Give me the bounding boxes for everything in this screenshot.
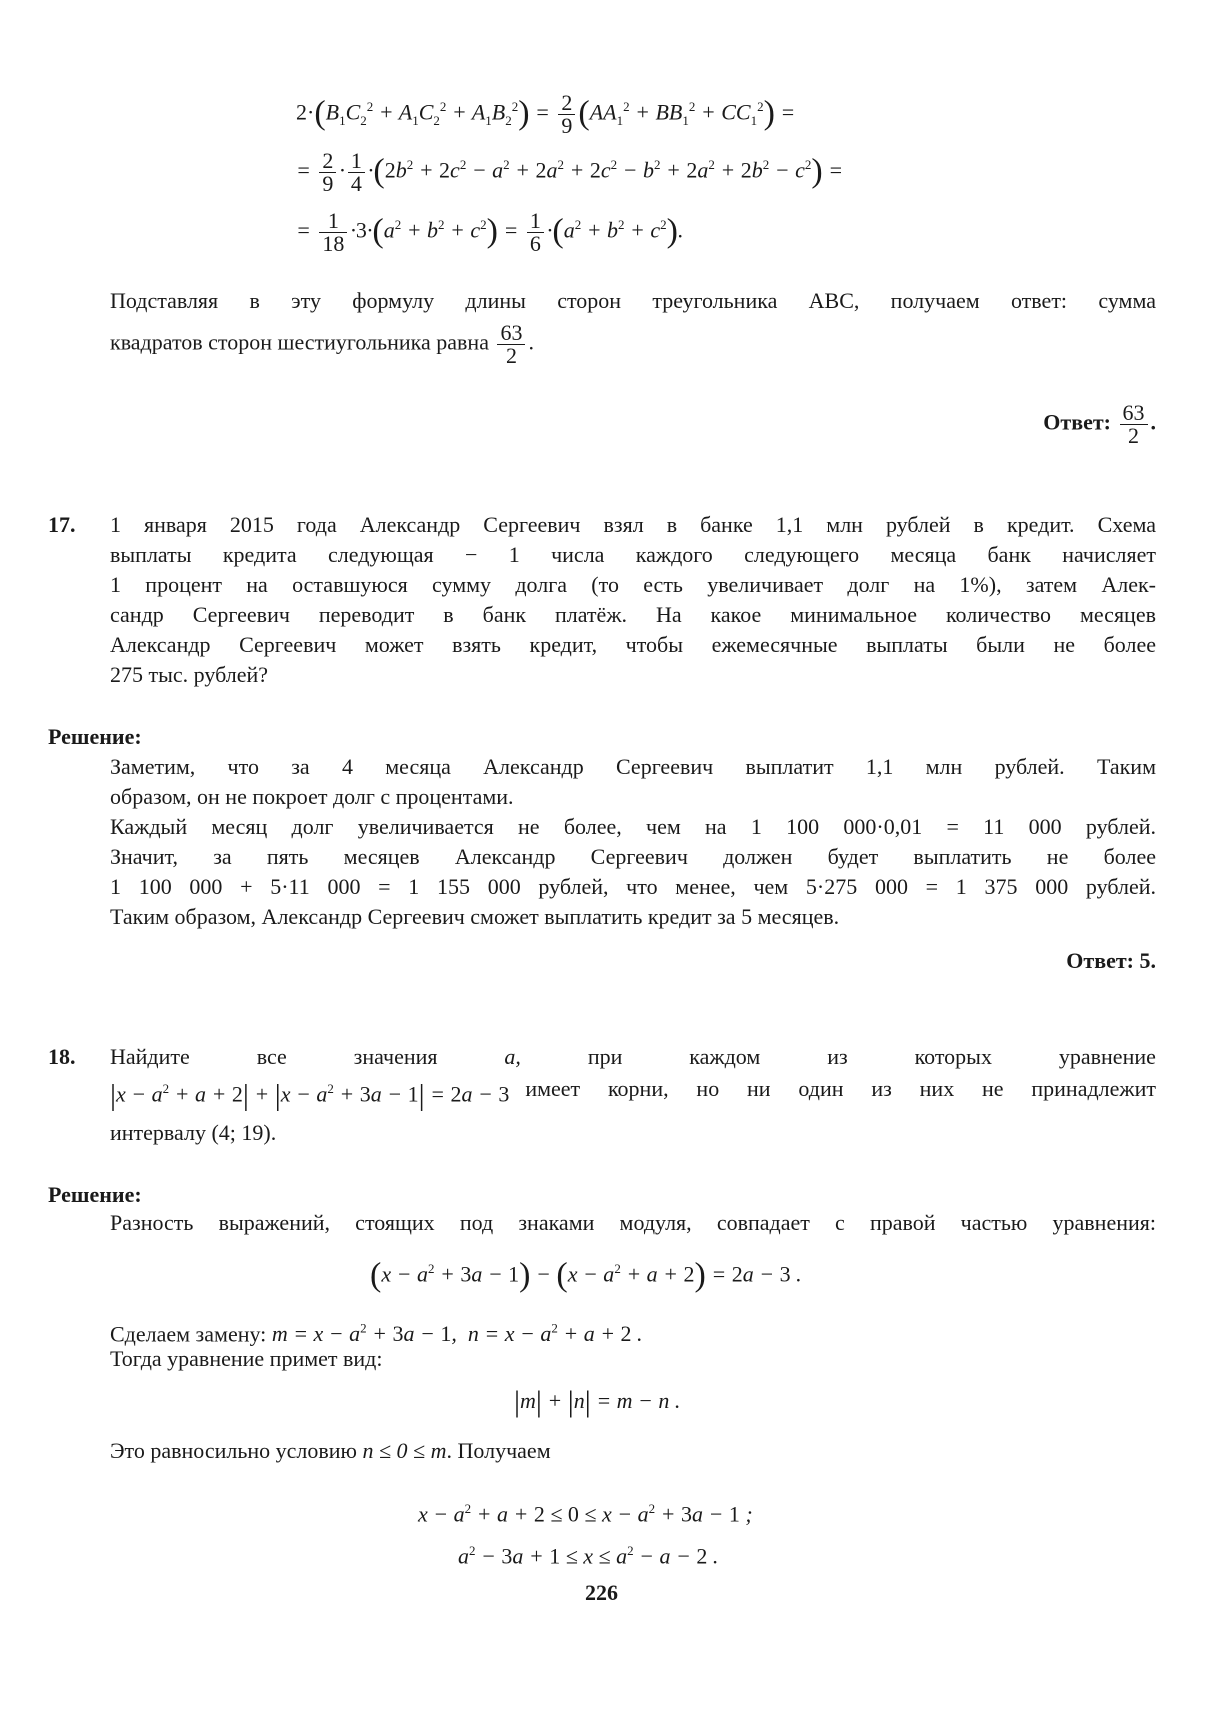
text-line: Таким образом, Александр Сергеевич сможет выплатить кредит за 5 месяцев. <box>110 904 840 929</box>
text-line: Тогда уравнение примет вид: <box>110 1346 383 1371</box>
task-number: 18. <box>48 1044 76 1069</box>
text-line: 1 процент на оставшуюся сумму долга (то есть увеличивает долг на 1%), затем Алек- <box>110 572 1156 597</box>
equation: $|x - a^2 + a + 2| + |x - a^2 + 3a - 1| = 2a - 3$ <box>110 1078 510 1112</box>
text-line: Александр Сергеевич может взять кредит, чтобы ежемесячные выплаты были не более <box>110 632 1156 657</box>
task-18-line-1: Найдите все значения a, при каждом из которых уравнение <box>110 1044 1156 1069</box>
text-line: образом, он не покроет долг с процентами. <box>110 784 514 809</box>
text-line: 1 января 2015 года Александр Сергеевич взял в банке 1,1 млн рублей в кредит. Схема <box>110 512 1156 537</box>
task-17-text <box>110 510 1156 690</box>
task-18-line-2: $|x - a^2 + a + 2| + |x - a^2 + 3a - 1| = 2a - 3$ имеет корни, но ни один из них не принадлежит <box>110 1076 1156 1112</box>
equation-line-1: $2\cdot(B_1C_2^2 + A_1C_2^2 + A_1B_2^2)$ = $\frac{2}{9}$ $(AA_1^2 + BB_1^2 + CC_1^2)$ = <box>296 90 796 138</box>
text-line: Сделаем замену: $m = x - a^2 + 3a - 1$, $n = x - a^2 + a + 2$ . <box>110 1321 643 1347</box>
equation: $x - a^2 + a + 2 \le 0 \le x - a^2 + 3a - 1$ ; <box>418 1501 753 1527</box>
answer-line: Ответ: $\frac{63}{2}$ . <box>1043 400 1156 448</box>
equation: $(x - a^2 + 3a - 1) - (x - a^2 + a + 2) = 2a - 3$ . <box>370 1256 802 1294</box>
page-number: 226 <box>585 1580 618 1605</box>
paragraph-line: Подставляя в эту формулу длины сторон треугольника ABC, получаем ответ: сумма <box>110 288 1156 313</box>
text-line: Это равносильно условию n ≤ 0 ≤ m. Получаем <box>110 1438 551 1463</box>
task-number: 17. <box>48 512 76 537</box>
text-line: Значит, за пять месяцев Александр Сергеевич должен будет выплатить не более <box>110 844 1156 869</box>
answer-line: Ответ: 5. <box>1066 948 1156 973</box>
solution-label: Решение: <box>48 1182 142 1207</box>
text-line: 1 100 000 + 5·11 000 = 1 155 000 рублей, что менее, чем 5·275 000 = 1 375 000 рублей. <box>110 874 1156 899</box>
paragraph-line: квадратов сторон шестиугольника равна $\frac{63}{2}$ . <box>110 320 534 368</box>
equation-line-2: = $\frac{2}{9}$ · $\frac{1}{4}$ $\cdot(2b^2 + 2c^2 - a^2 + 2a^2 + 2c^2 - b^2 + 2a^2 + 2b^2 - c^2)$ = <box>296 148 844 196</box>
text-line: Разность выражений, стоящих под знаками модуля, совпадает с правой частью уравнения: <box>110 1210 1156 1235</box>
text-line: Каждый месяц долг увеличивается не более, чем на 1 100 000·0,01 = 11 000 рублей. <box>110 814 1156 839</box>
task-17-solution <box>110 752 1156 932</box>
text-line: Заметим, что за 4 месяца Александр Сергеевич выплатит 1,1 млн рублей. Таким <box>110 754 1156 779</box>
equation: |m| + |n| = m − n . <box>514 1385 681 1418</box>
solution-label: Решение: <box>48 724 142 749</box>
text-line: 275 тыс. рублей? <box>110 662 269 687</box>
text-line: выплаты кредита следующая − 1 числа каждого следующего месяца банк начисляет <box>110 542 1156 567</box>
text-line: сандр Сергеевич переводит в банк платёж. На какое минимальное количество месяцев <box>110 602 1156 627</box>
equation: $a^2 - 3a + 1 \le x \le a^2 - a - 2$ . <box>458 1543 719 1569</box>
equation-line-3: = $\frac{1}{18}$ $\cdot 3\cdot(a^2 + b^2 + c^2)$ = $\frac{1}{6}$ $\cdot(a^2 + b^2 + c^2)$. <box>296 208 684 256</box>
task-18-line-3: интервалу (4; 19). <box>110 1120 277 1145</box>
